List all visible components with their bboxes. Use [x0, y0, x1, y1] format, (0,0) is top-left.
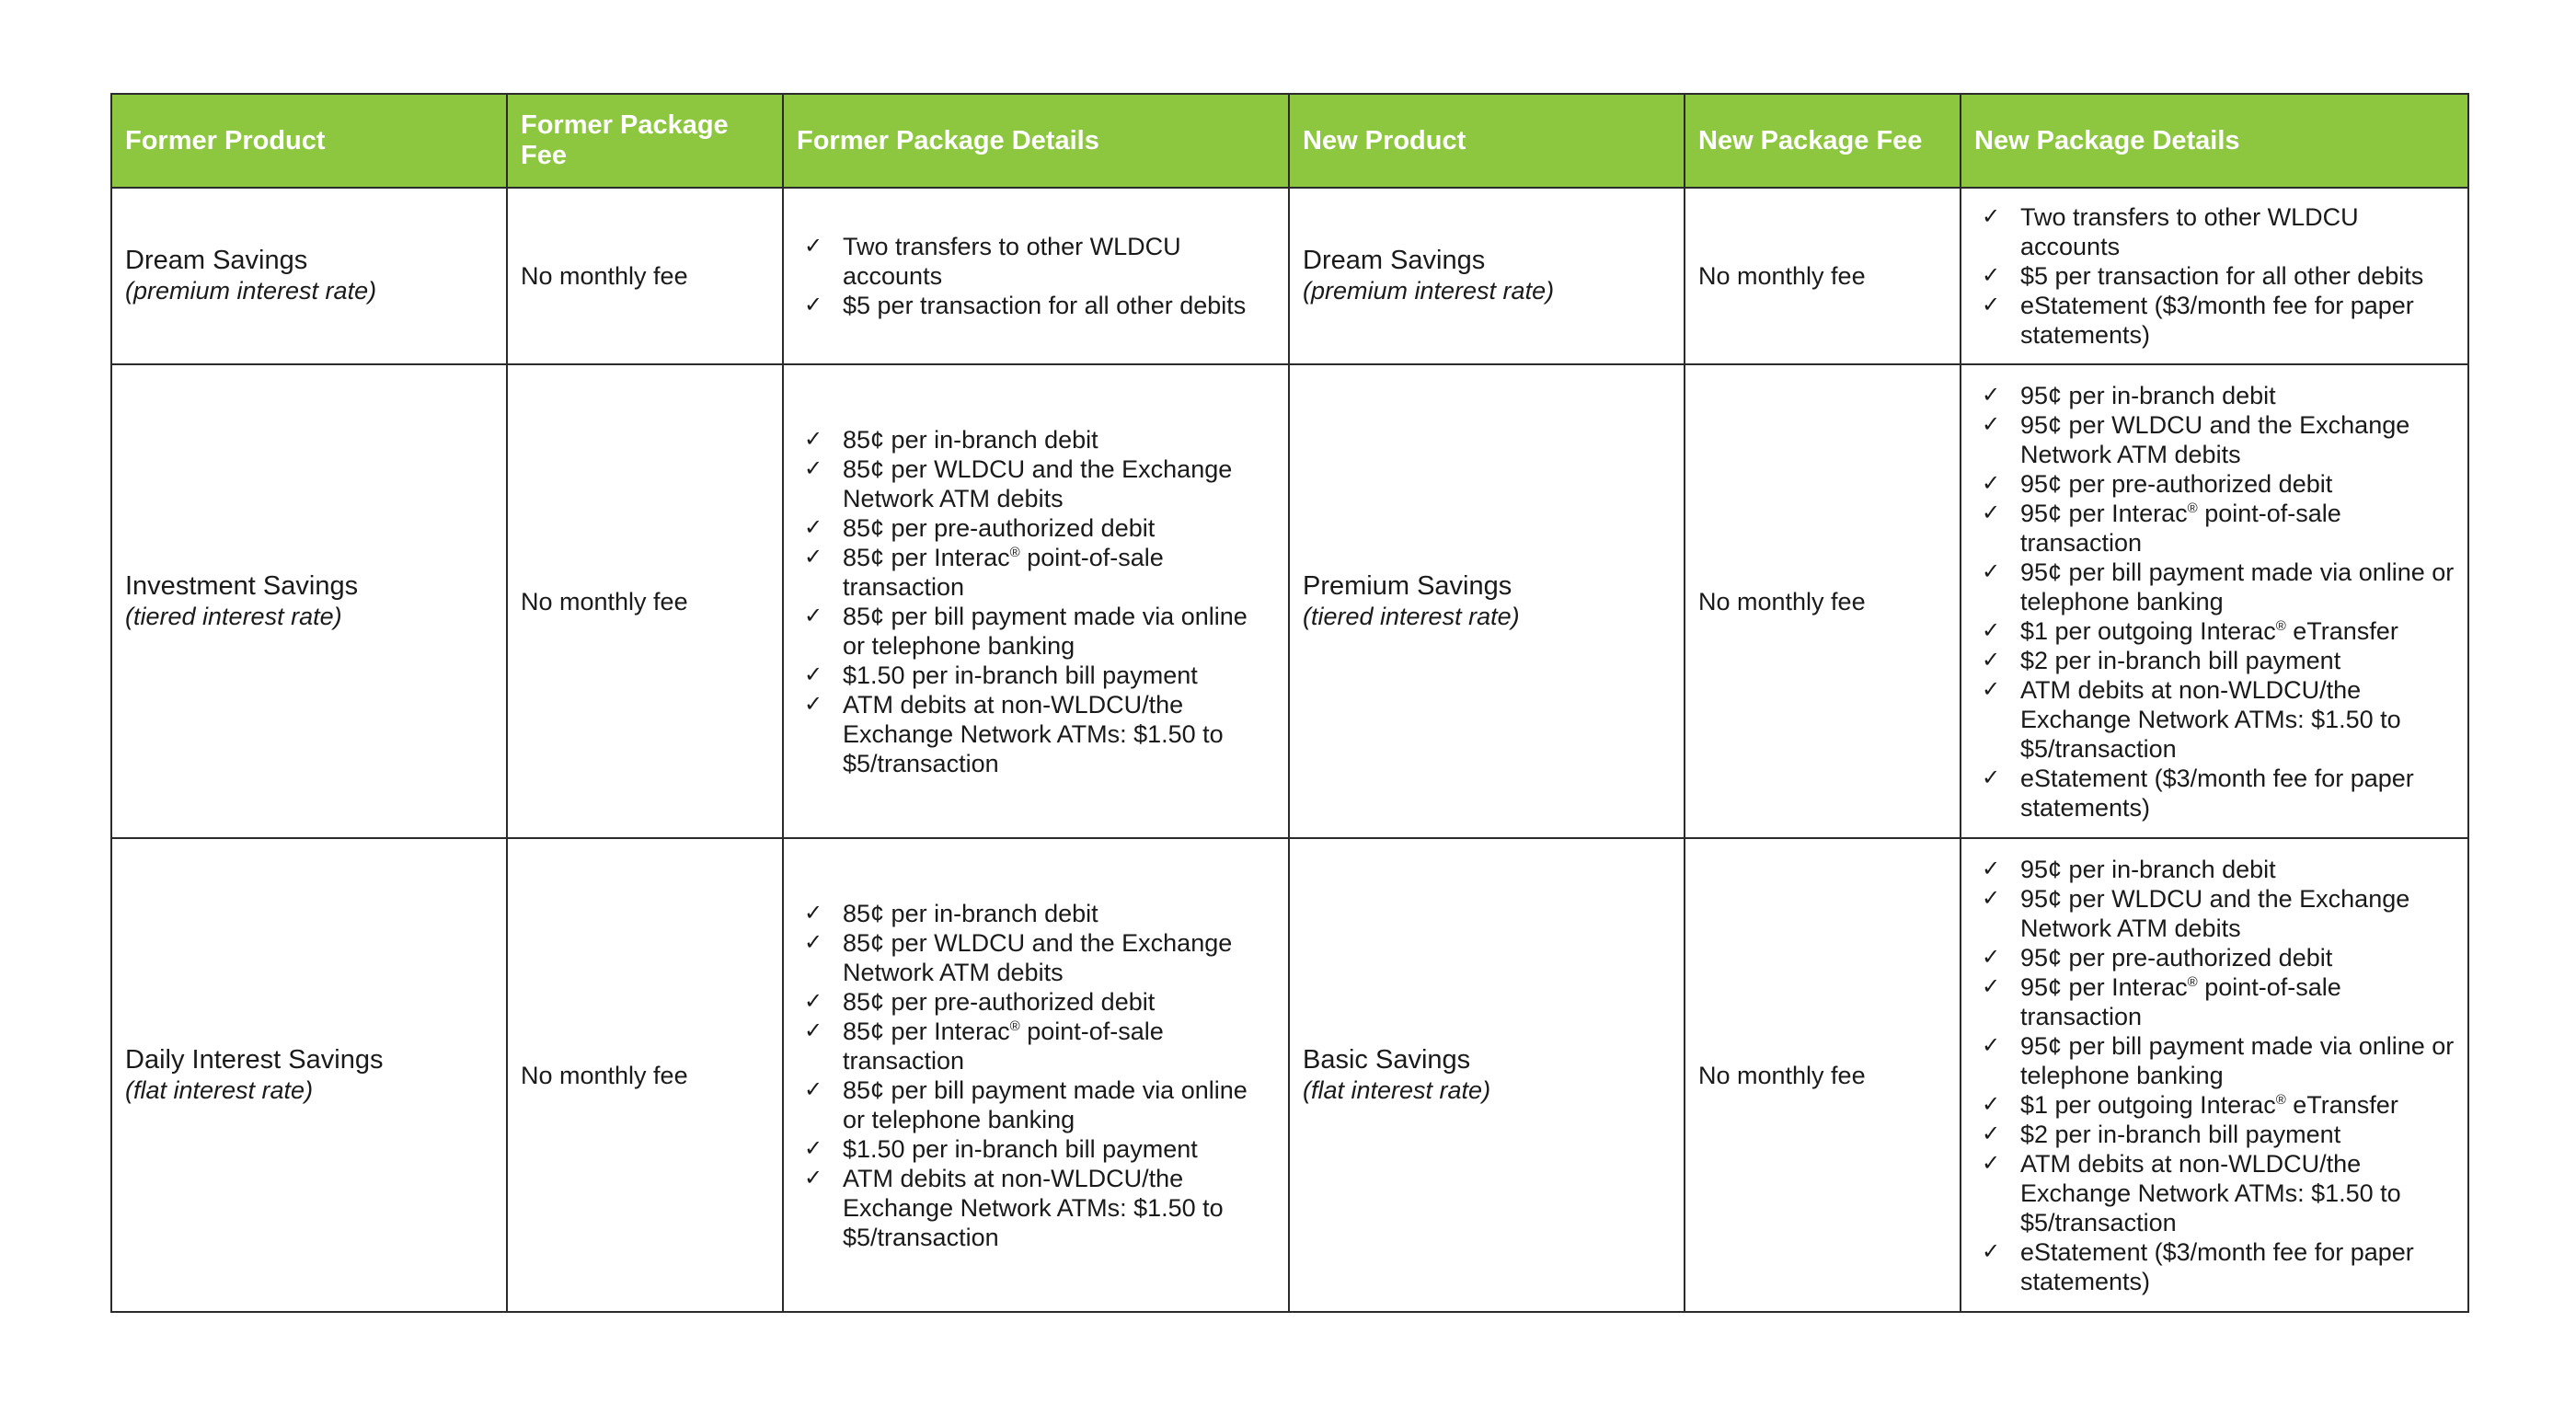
former-fee: No monthly fee: [507, 188, 783, 364]
new-details-cell: [1961, 364, 2468, 838]
new-details-list: [1974, 202, 2455, 350]
detail-text: 95¢ per in-branch debit: [2020, 381, 2276, 409]
detail-item: [1982, 1120, 2455, 1149]
former-details-cell: [783, 838, 1289, 1312]
check-icon: ✓: [1982, 647, 2001, 673]
new-fee: No monthly fee: [1685, 838, 1961, 1312]
detail-text: 85¢ per Interac® point-of-sale transaction: [843, 1017, 1164, 1075]
detail-item: [804, 513, 1275, 543]
new-product-note: (tiered interest rate): [1303, 602, 1520, 630]
detail-text: ATM debits at non-WLDCU/the Exchange Network ATMs: $1.50 to $5/transaction: [843, 1164, 1224, 1251]
detail-text: 95¢ per WLDCU and the Exchange Network ATM debits: [2020, 884, 2410, 942]
check-icon: ✓: [1982, 204, 2001, 229]
check-icon: ✓: [1982, 470, 2001, 496]
former-details-cell: [783, 364, 1289, 838]
check-icon: ✓: [1982, 1238, 2001, 1264]
detail-text: eStatement ($3/month fee for paper statements): [2020, 1237, 2414, 1295]
header-former-package-fee: Former Package Fee: [507, 94, 783, 188]
detail-text: 85¢ per Interac® point-of-sale transaction: [843, 543, 1164, 601]
detail-text: $1.50 per in-branch bill payment: [843, 661, 1198, 689]
detail-item: [1982, 469, 2455, 499]
detail-item: [804, 454, 1275, 513]
detail-item: [1982, 291, 2455, 350]
new-product-name: Basic Savings: [1303, 1044, 1471, 1075]
new-product-cell: [1289, 364, 1685, 838]
detail-text: $1 per outgoing Interac® eTransfer: [2020, 1090, 2398, 1119]
detail-text: $5 per transaction for all other debits: [843, 292, 1247, 319]
header-new-product: New Product: [1289, 94, 1685, 188]
detail-item: [1982, 646, 2455, 675]
detail-item: [1982, 1031, 2455, 1090]
new-product-note: (premium interest rate): [1303, 277, 1555, 305]
detail-item: [804, 1134, 1275, 1164]
new-details-list: [1974, 381, 2455, 822]
detail-item: [1982, 261, 2455, 291]
package-table: [110, 93, 2469, 1313]
check-icon: ✓: [1982, 1032, 2001, 1058]
check-icon: ✓: [804, 514, 823, 540]
detail-item: [1982, 381, 2455, 410]
former-product-note: (tiered interest rate): [125, 602, 342, 630]
detail-item: [1982, 499, 2455, 558]
check-icon: ✓: [1982, 944, 2001, 970]
detail-item: [804, 928, 1275, 987]
detail-item: [1982, 972, 2455, 1031]
detail-item: [804, 899, 1275, 928]
check-icon: ✓: [804, 691, 823, 717]
new-details-list: [1974, 855, 2455, 1296]
detail-text: eStatement ($3/month fee for paper statements): [2020, 764, 2414, 822]
former-fee: No monthly fee: [507, 838, 783, 1312]
check-icon: ✓: [804, 603, 823, 628]
header-former-product: Former Product: [111, 94, 507, 188]
new-fee: No monthly fee: [1685, 364, 1961, 838]
check-icon: ✓: [804, 426, 823, 452]
detail-text: 85¢ per in-branch debit: [843, 425, 1098, 454]
detail-text: 95¢ per in-branch debit: [2020, 855, 2276, 883]
new-details-cell: [1961, 188, 2468, 364]
detail-item: [1982, 616, 2455, 646]
detail-item: [804, 291, 1275, 320]
check-icon: ✓: [1982, 1091, 2001, 1117]
detail-item: [804, 1075, 1275, 1134]
detail-text: 95¢ per WLDCU and the Exchange Network ATM debits: [2020, 410, 2410, 468]
detail-text: eStatement ($3/month fee for paper statements): [2020, 292, 2414, 349]
check-icon: ✓: [804, 661, 823, 687]
check-icon: ✓: [804, 1165, 823, 1190]
check-icon: ✓: [804, 900, 823, 926]
former-product-name: Dream Savings: [125, 246, 308, 275]
check-icon: ✓: [1982, 293, 2001, 317]
detail-text: $2 per in-branch bill payment: [2020, 646, 2341, 674]
table-row: [111, 364, 2468, 838]
detail-text: 85¢ per pre-authorized debit: [843, 513, 1156, 542]
detail-item: [804, 690, 1275, 778]
detail-text: 95¢ per pre-authorized debit: [2020, 943, 2333, 972]
detail-item: [804, 1164, 1275, 1252]
table-row: [111, 188, 2468, 364]
new-product-cell: [1289, 838, 1685, 1312]
new-product-cell: [1289, 188, 1685, 364]
new-product-name: Dream Savings: [1303, 246, 1486, 275]
check-icon: ✓: [804, 1135, 823, 1161]
detail-text: ATM debits at non-WLDCU/the Exchange Network ATMs: $1.50 to $5/transaction: [2020, 1149, 2401, 1236]
detail-text: 95¢ per Interac® point-of-sale transaction: [2020, 499, 2341, 557]
detail-item: [804, 602, 1275, 661]
check-icon: ✓: [1982, 411, 2001, 437]
new-fee: No monthly fee: [1685, 188, 1961, 364]
former-product-name: Investment Savings: [125, 570, 359, 601]
check-icon: ✓: [1982, 973, 2001, 999]
detail-item: [1982, 1237, 2455, 1296]
detail-text: 95¢ per bill payment made via online or telephone banking: [2020, 558, 2455, 615]
detail-item: [1982, 675, 2455, 764]
former-product-name: Daily Interest Savings: [125, 1044, 384, 1075]
check-icon: ✓: [804, 1076, 823, 1102]
package-comparison: [110, 93, 2469, 1313]
detail-item: [1982, 855, 2455, 884]
detail-text: 85¢ per pre-authorized debit: [843, 987, 1156, 1016]
check-icon: ✓: [1982, 1121, 2001, 1146]
check-icon: ✓: [804, 234, 823, 259]
detail-item: [1982, 202, 2455, 261]
detail-item: [804, 987, 1275, 1017]
detail-item: [1982, 558, 2455, 616]
check-icon: ✓: [804, 455, 823, 481]
detail-item: [1982, 410, 2455, 469]
former-product-note: (premium interest rate): [125, 277, 377, 305]
check-icon: ✓: [1982, 382, 2001, 408]
check-icon: ✓: [1982, 885, 2001, 911]
detail-text: $5 per transaction for all other debits: [2020, 262, 2424, 290]
detail-item: [804, 543, 1275, 602]
detail-item: [804, 1017, 1275, 1075]
former-fee: No monthly fee: [507, 364, 783, 838]
check-icon: ✓: [804, 544, 823, 569]
detail-text: ATM debits at non-WLDCU/the Exchange Network ATMs: $1.50 to $5/transaction: [2020, 675, 2401, 763]
detail-text: ATM debits at non-WLDCU/the Exchange Network ATMs: $1.50 to $5/transaction: [843, 690, 1224, 777]
detail-text: 95¢ per pre-authorized debit: [2020, 469, 2333, 498]
check-icon: ✓: [1982, 558, 2001, 584]
new-product-note: (flat interest rate): [1303, 1075, 1491, 1104]
check-icon: ✓: [1982, 617, 2001, 643]
former-details-list: [797, 425, 1275, 778]
check-icon: ✓: [1982, 856, 2001, 881]
detail-text: 85¢ per bill payment made via online or telephone banking: [843, 1075, 1248, 1133]
detail-text: Two transfers to other WLDCU accounts: [2020, 203, 2359, 260]
new-product-name: Premium Savings: [1303, 570, 1512, 601]
former-details-list: [797, 232, 1275, 320]
former-product-note: (flat interest rate): [125, 1075, 314, 1104]
detail-text: 95¢ per bill payment made via online or telephone banking: [2020, 1031, 2455, 1089]
detail-text: $1 per outgoing Interac® eTransfer: [2020, 616, 2398, 645]
detail-text: 85¢ per WLDCU and the Exchange Network ATM debits: [843, 454, 1233, 512]
detail-text: Two transfers to other WLDCU accounts: [843, 233, 1181, 290]
detail-item: [1982, 1149, 2455, 1237]
detail-text: 85¢ per WLDCU and the Exchange Network ATM debits: [843, 928, 1233, 986]
detail-item: [1982, 764, 2455, 822]
former-details-cell: [783, 188, 1289, 364]
detail-text: 85¢ per bill payment made via online or telephone banking: [843, 602, 1248, 660]
detail-text: 85¢ per in-branch debit: [843, 899, 1098, 927]
check-icon: ✓: [1982, 500, 2001, 525]
header-new-package-fee: New Package Fee: [1685, 94, 1961, 188]
detail-item: [1982, 884, 2455, 943]
detail-item: [1982, 943, 2455, 972]
check-icon: ✓: [804, 988, 823, 1014]
header-new-package-details: New Package Details: [1961, 94, 2468, 188]
former-product-cell: [111, 838, 507, 1312]
detail-text: $1.50 per in-branch bill payment: [843, 1134, 1198, 1163]
detail-item: [1982, 1090, 2455, 1120]
header-former-package-details: Former Package Details: [783, 94, 1289, 188]
detail-text: 95¢ per Interac® point-of-sale transaction: [2020, 972, 2341, 1030]
check-icon: ✓: [1982, 676, 2001, 702]
check-icon: ✓: [804, 1018, 823, 1043]
former-product-cell: [111, 188, 507, 364]
new-details-cell: [1961, 838, 2468, 1312]
former-details-list: [797, 899, 1275, 1252]
check-icon: ✓: [804, 929, 823, 955]
check-icon: ✓: [804, 293, 823, 317]
detail-item: [804, 661, 1275, 690]
detail-item: [804, 232, 1275, 291]
header-row: [111, 94, 2468, 188]
check-icon: ✓: [1982, 765, 2001, 790]
table-row: [111, 838, 2468, 1312]
detail-item: [804, 425, 1275, 454]
check-icon: ✓: [1982, 1150, 2001, 1176]
detail-text: $2 per in-branch bill payment: [2020, 1120, 2341, 1148]
former-product-cell: [111, 364, 507, 838]
check-icon: ✓: [1982, 263, 2001, 288]
